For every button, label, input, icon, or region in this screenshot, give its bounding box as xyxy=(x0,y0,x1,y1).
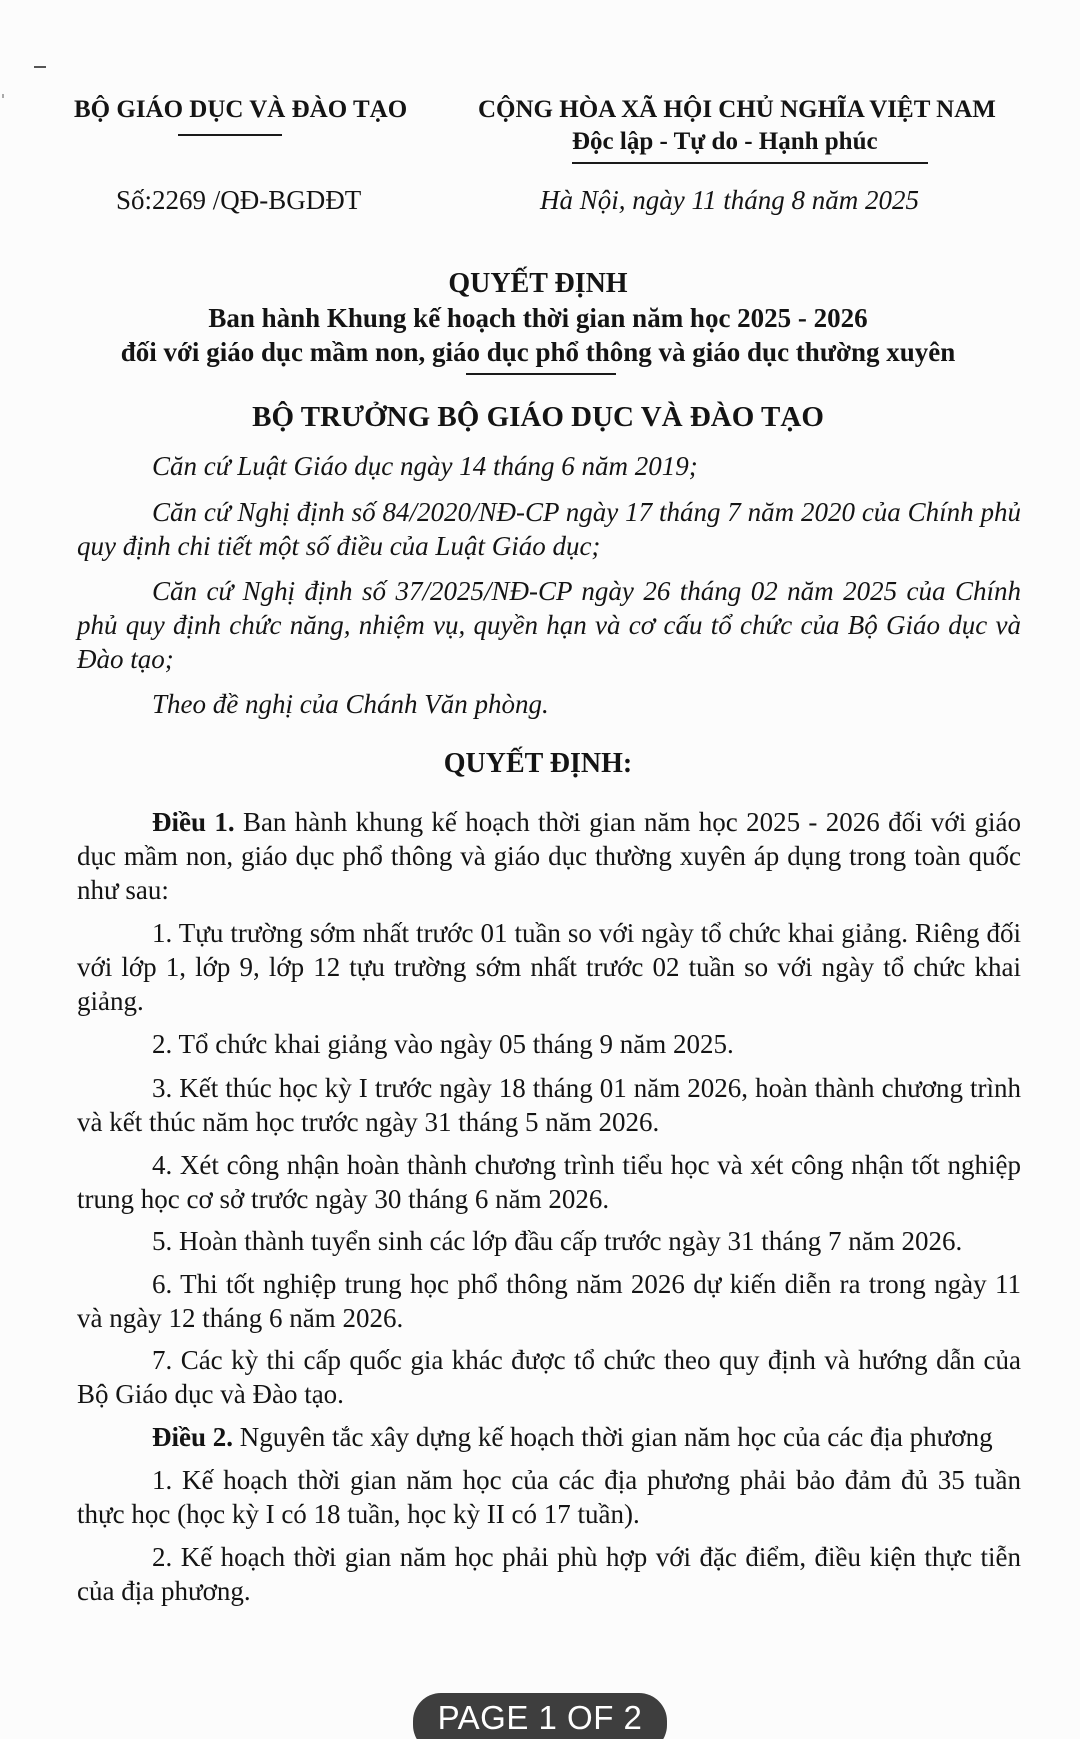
preamble-item: Căn cứ Luật Giáo dục ngày 14 tháng 6 năm 2019; xyxy=(152,451,698,481)
article-2-item: 2. Kế hoạch thời gian năm học phải phù hợp với đặc điểm, điều kiện thực tiễn của địa phương. xyxy=(77,1542,1021,1606)
document-number: Số:2269 /QĐ-BGDĐT xyxy=(116,185,362,215)
article-2 xyxy=(77,1420,1021,1454)
ministry-underline xyxy=(178,134,282,136)
decide-heading: QUYẾT ĐỊNH: xyxy=(443,748,633,779)
preamble-item: Căn cứ Nghị định số 84/2020/NĐ-CP ngày 17 tháng 7 năm 2020 của Chính phủ quy định chi tiết một số điều của Luật Giáo dục; xyxy=(77,497,1021,561)
article-1 xyxy=(77,805,1021,907)
article-2-text: Nguyên tắc xây dựng kế hoạch thời gian năm học của các địa phương xyxy=(239,1422,993,1452)
republic-name: CỘNG HÒA XÃ HỘI CHỦ NGHĨA VIỆT NAM xyxy=(478,96,996,123)
article-1-item: 6. Thi tốt nghiệp trung học phổ thông năm 2026 dự kiến diễn ra trong ngày 11 và ngày 12 tháng 6 năm 2026. xyxy=(77,1269,1021,1333)
article-1-item: 2. Tổ chức khai giảng vào ngày 05 tháng 9 năm 2025. xyxy=(152,1029,734,1059)
article-1-item: 7. Các kỳ thi cấp quốc gia khác được tổ chức theo quy định và hướng dẫn của Bộ Giáo dục và Đào tạo. xyxy=(77,1345,1021,1409)
article-1-text: Ban hành khung kế hoạch thời gian năm học 2025 - 2026 đối với giáo dục mầm non, giáo dục phổ thông và giáo dục thường xuyên áp dụng trong toàn quốc như sau: xyxy=(77,807,1022,905)
scan-speck xyxy=(2,94,4,98)
page-indicator-badge: PAGE 1 OF 2 xyxy=(413,1693,667,1739)
article-2-label: Điều 2. xyxy=(152,1422,233,1452)
scan-speck xyxy=(34,66,46,68)
document-title-line1: Ban hành Khung kế hoạch thời gian năm học 2025 - 2026 xyxy=(208,303,868,333)
motto-underline xyxy=(572,162,928,164)
ministry-name: BỘ GIÁO DỤC VÀ ĐÀO TẠO xyxy=(74,96,408,123)
title-underline xyxy=(466,373,616,375)
article-2-item: 1. Kế hoạch thời gian năm học của các địa phương phải bảo đảm đủ 35 tuần thực học (học kỳ I có 18 tuần, học kỳ II có 17 tuần). xyxy=(77,1465,1021,1529)
preamble-item: Theo đề nghị của Chánh Văn phòng. xyxy=(152,689,549,719)
article-1-label: Điều 1. xyxy=(152,807,235,837)
preamble-item: Căn cứ Nghị định số 37/2025/NĐ-CP ngày 26 tháng 02 năm 2025 của Chính phủ quy định chức năng, nhiệm vụ, quyền hạn và cơ cấu tổ chức của Bộ Giáo dục và Đào tạo; xyxy=(77,576,1021,674)
issuing-authority: BỘ TRƯỞNG BỘ GIÁO DỤC VÀ ĐÀO TẠO xyxy=(252,401,824,433)
national-motto: Độc lập - Tự do - Hạnh phúc xyxy=(572,128,878,155)
article-1-item: 5. Hoàn thành tuyển sinh các lớp đầu cấp trước ngày 31 tháng 7 năm 2026. xyxy=(152,1226,963,1256)
article-1-item: 3. Kết thúc học kỳ I trước ngày 18 tháng 01 năm 2026, hoàn thành chương trình và kết thúc năm học trước ngày 31 tháng 5 năm 2026. xyxy=(77,1073,1021,1137)
document-type: QUYẾT ĐỊNH xyxy=(448,268,628,299)
article-1-item: 1. Tựu trường sớm nhất trước 01 tuần so với ngày tổ chức khai giảng. Riêng đối với lớp 1, lớp 9, lớp 12 tựu trường sớm nhất trước 02 tuần so với ngày tổ chức khai giảng. xyxy=(77,918,1021,1016)
article-1-item: 4. Xét công nhận hoàn thành chương trình tiểu học và xét công nhận tốt nghiệp trung học cơ sở trước ngày 30 tháng 6 năm 2026. xyxy=(77,1150,1021,1214)
place-and-date: Hà Nội, ngày 11 tháng 8 năm 2025 xyxy=(540,185,919,215)
document-title-line2: đối với giáo dục mầm non, giáo dục phổ thông và giáo dục thường xuyên xyxy=(120,337,956,367)
